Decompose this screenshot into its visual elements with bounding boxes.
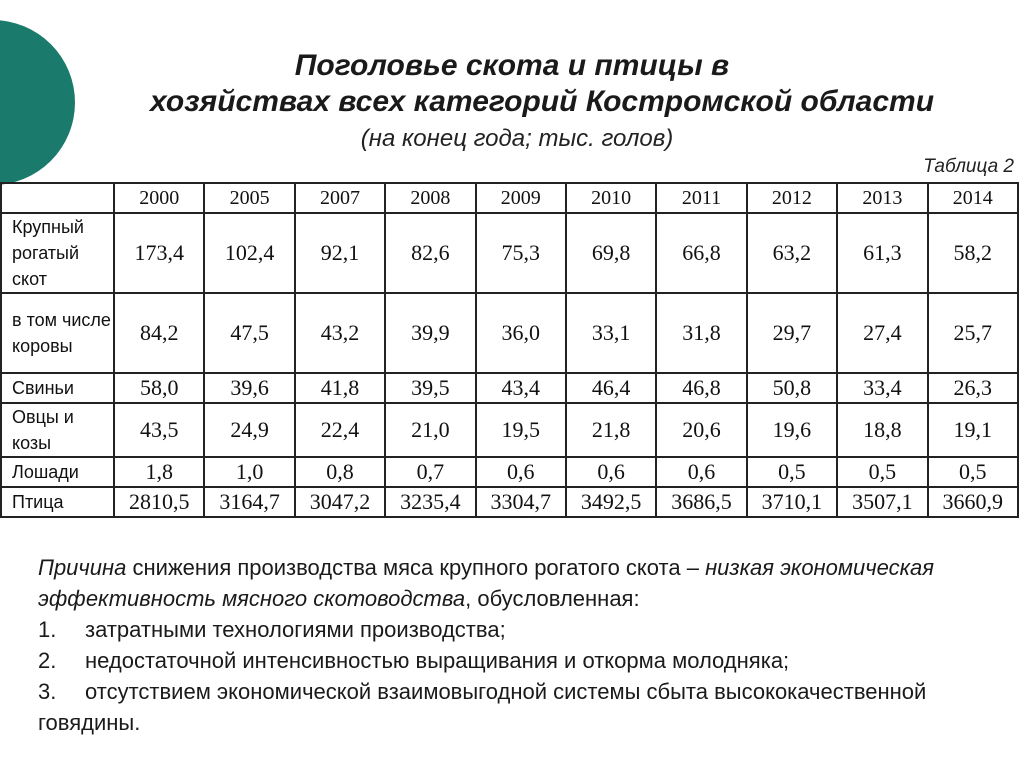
table-cell: 3164,7 xyxy=(204,487,294,517)
table-cell: 58,2 xyxy=(928,213,1018,293)
table-cell: 66,8 xyxy=(656,213,746,293)
table-row xyxy=(1,403,1018,457)
row-label: Овцы и козы xyxy=(1,403,114,457)
table-cell: 21,0 xyxy=(385,403,475,457)
table-cell: 39,6 xyxy=(204,373,294,403)
table-cell: 3492,5 xyxy=(566,487,656,517)
table-cell: 19,6 xyxy=(747,403,837,457)
list-text: отсутствием экономической взаимовыгодной системы сбыта высококачественной говядины. xyxy=(38,679,927,735)
table-cell: 58,0 xyxy=(114,373,204,403)
table-cell: 3047,2 xyxy=(295,487,385,517)
table-row xyxy=(1,487,1018,517)
note-list-item xyxy=(38,676,998,738)
table-label: Таблица 2 xyxy=(923,156,1014,177)
table-cell: 20,6 xyxy=(656,403,746,457)
note-em-cause: Причина xyxy=(38,555,127,580)
table-cell: 3686,5 xyxy=(656,487,746,517)
table-cell: 3710,1 xyxy=(747,487,837,517)
table-cell: 36,0 xyxy=(476,293,566,373)
table-cell: 84,2 xyxy=(114,293,204,373)
table-cell: 39,5 xyxy=(385,373,475,403)
note-em-reason: низкая экономическая эффективность мясного скотоводства xyxy=(38,555,934,611)
table-cell: 43,5 xyxy=(114,403,204,457)
table-cell: 24,9 xyxy=(204,403,294,457)
table-cell: 47,5 xyxy=(204,293,294,373)
row-label: Крупный рогатый скот xyxy=(1,213,114,293)
year-header: 2000 xyxy=(114,183,204,213)
table-cell: 0,6 xyxy=(656,457,746,487)
list-number: 2. xyxy=(38,648,57,673)
row-label: Лошади xyxy=(1,457,114,487)
table-cell: 25,7 xyxy=(928,293,1018,373)
table-cell: 61,3 xyxy=(837,213,927,293)
row-label: Птица xyxy=(1,487,114,517)
note-text-1: снижения производства мяса крупного рогатого скота – xyxy=(126,555,706,580)
title-line-2: хозяйствах всех категорий Костромской области xyxy=(149,85,935,118)
table-cell: 3304,7 xyxy=(476,487,566,517)
table-cell: 50,8 xyxy=(747,373,837,403)
table-cell: 3660,9 xyxy=(928,487,1018,517)
table-cell: 19,1 xyxy=(928,403,1018,457)
note-list-item xyxy=(38,614,998,645)
subtitle xyxy=(0,125,1024,153)
subtitle-text: (на конец года; тыс. голов) xyxy=(360,125,674,152)
table-cell: 173,4 xyxy=(114,213,204,293)
table-row xyxy=(1,373,1018,403)
title-line-1: Поголовье скота и птицы в xyxy=(294,49,730,82)
year-header: 2012 xyxy=(747,183,837,213)
header-corner-cell xyxy=(1,183,114,213)
table-cell: 102,4 xyxy=(204,213,294,293)
table-cell: 33,1 xyxy=(566,293,656,373)
table-cell: 19,5 xyxy=(476,403,566,457)
table-cell: 0,6 xyxy=(566,457,656,487)
table-cell: 1,0 xyxy=(204,457,294,487)
table-row xyxy=(1,457,1018,487)
table-cell: 0,7 xyxy=(385,457,475,487)
table-cell: 21,8 xyxy=(566,403,656,457)
table-cell: 31,8 xyxy=(656,293,746,373)
table-cell: 29,7 xyxy=(747,293,837,373)
table-cell: 0,5 xyxy=(747,457,837,487)
table-cell: 0,5 xyxy=(837,457,927,487)
year-header: 2005 xyxy=(204,183,294,213)
year-header: 2014 xyxy=(928,183,1018,213)
table-row xyxy=(1,213,1018,293)
table-cell: 22,4 xyxy=(295,403,385,457)
year-header: 2011 xyxy=(656,183,746,213)
table-cell: 46,8 xyxy=(656,373,746,403)
year-header: 2013 xyxy=(837,183,927,213)
cause-note xyxy=(38,552,998,738)
table-cell: 3507,1 xyxy=(837,487,927,517)
table-cell: 0,5 xyxy=(928,457,1018,487)
table-cell: 75,3 xyxy=(476,213,566,293)
row-label: Свиньи xyxy=(1,373,114,403)
table-cell: 43,2 xyxy=(295,293,385,373)
table-cell: 39,9 xyxy=(385,293,475,373)
table-cell: 1,8 xyxy=(114,457,204,487)
table-cell: 92,1 xyxy=(295,213,385,293)
list-text: недостаточной интенсивностью выращивания и откорма молодняка; xyxy=(85,648,790,673)
livestock-table xyxy=(0,182,1019,518)
table-cell: 41,8 xyxy=(295,373,385,403)
list-number: 1. xyxy=(38,617,57,642)
table-cell: 26,3 xyxy=(928,373,1018,403)
page-title xyxy=(0,48,1024,120)
year-header: 2010 xyxy=(566,183,656,213)
table-cell: 33,4 xyxy=(837,373,927,403)
table-cell: 46,4 xyxy=(566,373,656,403)
table-cell: 0,8 xyxy=(295,457,385,487)
table-cell: 0,6 xyxy=(476,457,566,487)
list-text: затратными технологиями производства; xyxy=(85,617,506,642)
table-cell: 43,4 xyxy=(476,373,566,403)
table-cell: 69,8 xyxy=(566,213,656,293)
year-header: 2008 xyxy=(385,183,475,213)
note-list-item xyxy=(38,645,998,676)
table-cell: 18,8 xyxy=(837,403,927,457)
table-cell: 63,2 xyxy=(747,213,837,293)
table-cell: 27,4 xyxy=(837,293,927,373)
note-text-2: , обусловленная: xyxy=(465,586,640,611)
row-label: в том числе коровы xyxy=(1,293,114,373)
table-cell: 2810,5 xyxy=(114,487,204,517)
year-header: 2009 xyxy=(476,183,566,213)
table-row xyxy=(1,293,1018,373)
table-cell: 82,6 xyxy=(385,213,475,293)
year-header: 2007 xyxy=(295,183,385,213)
list-number: 3. xyxy=(38,679,57,704)
table-cell: 3235,4 xyxy=(385,487,475,517)
table-header-row xyxy=(1,183,1018,213)
